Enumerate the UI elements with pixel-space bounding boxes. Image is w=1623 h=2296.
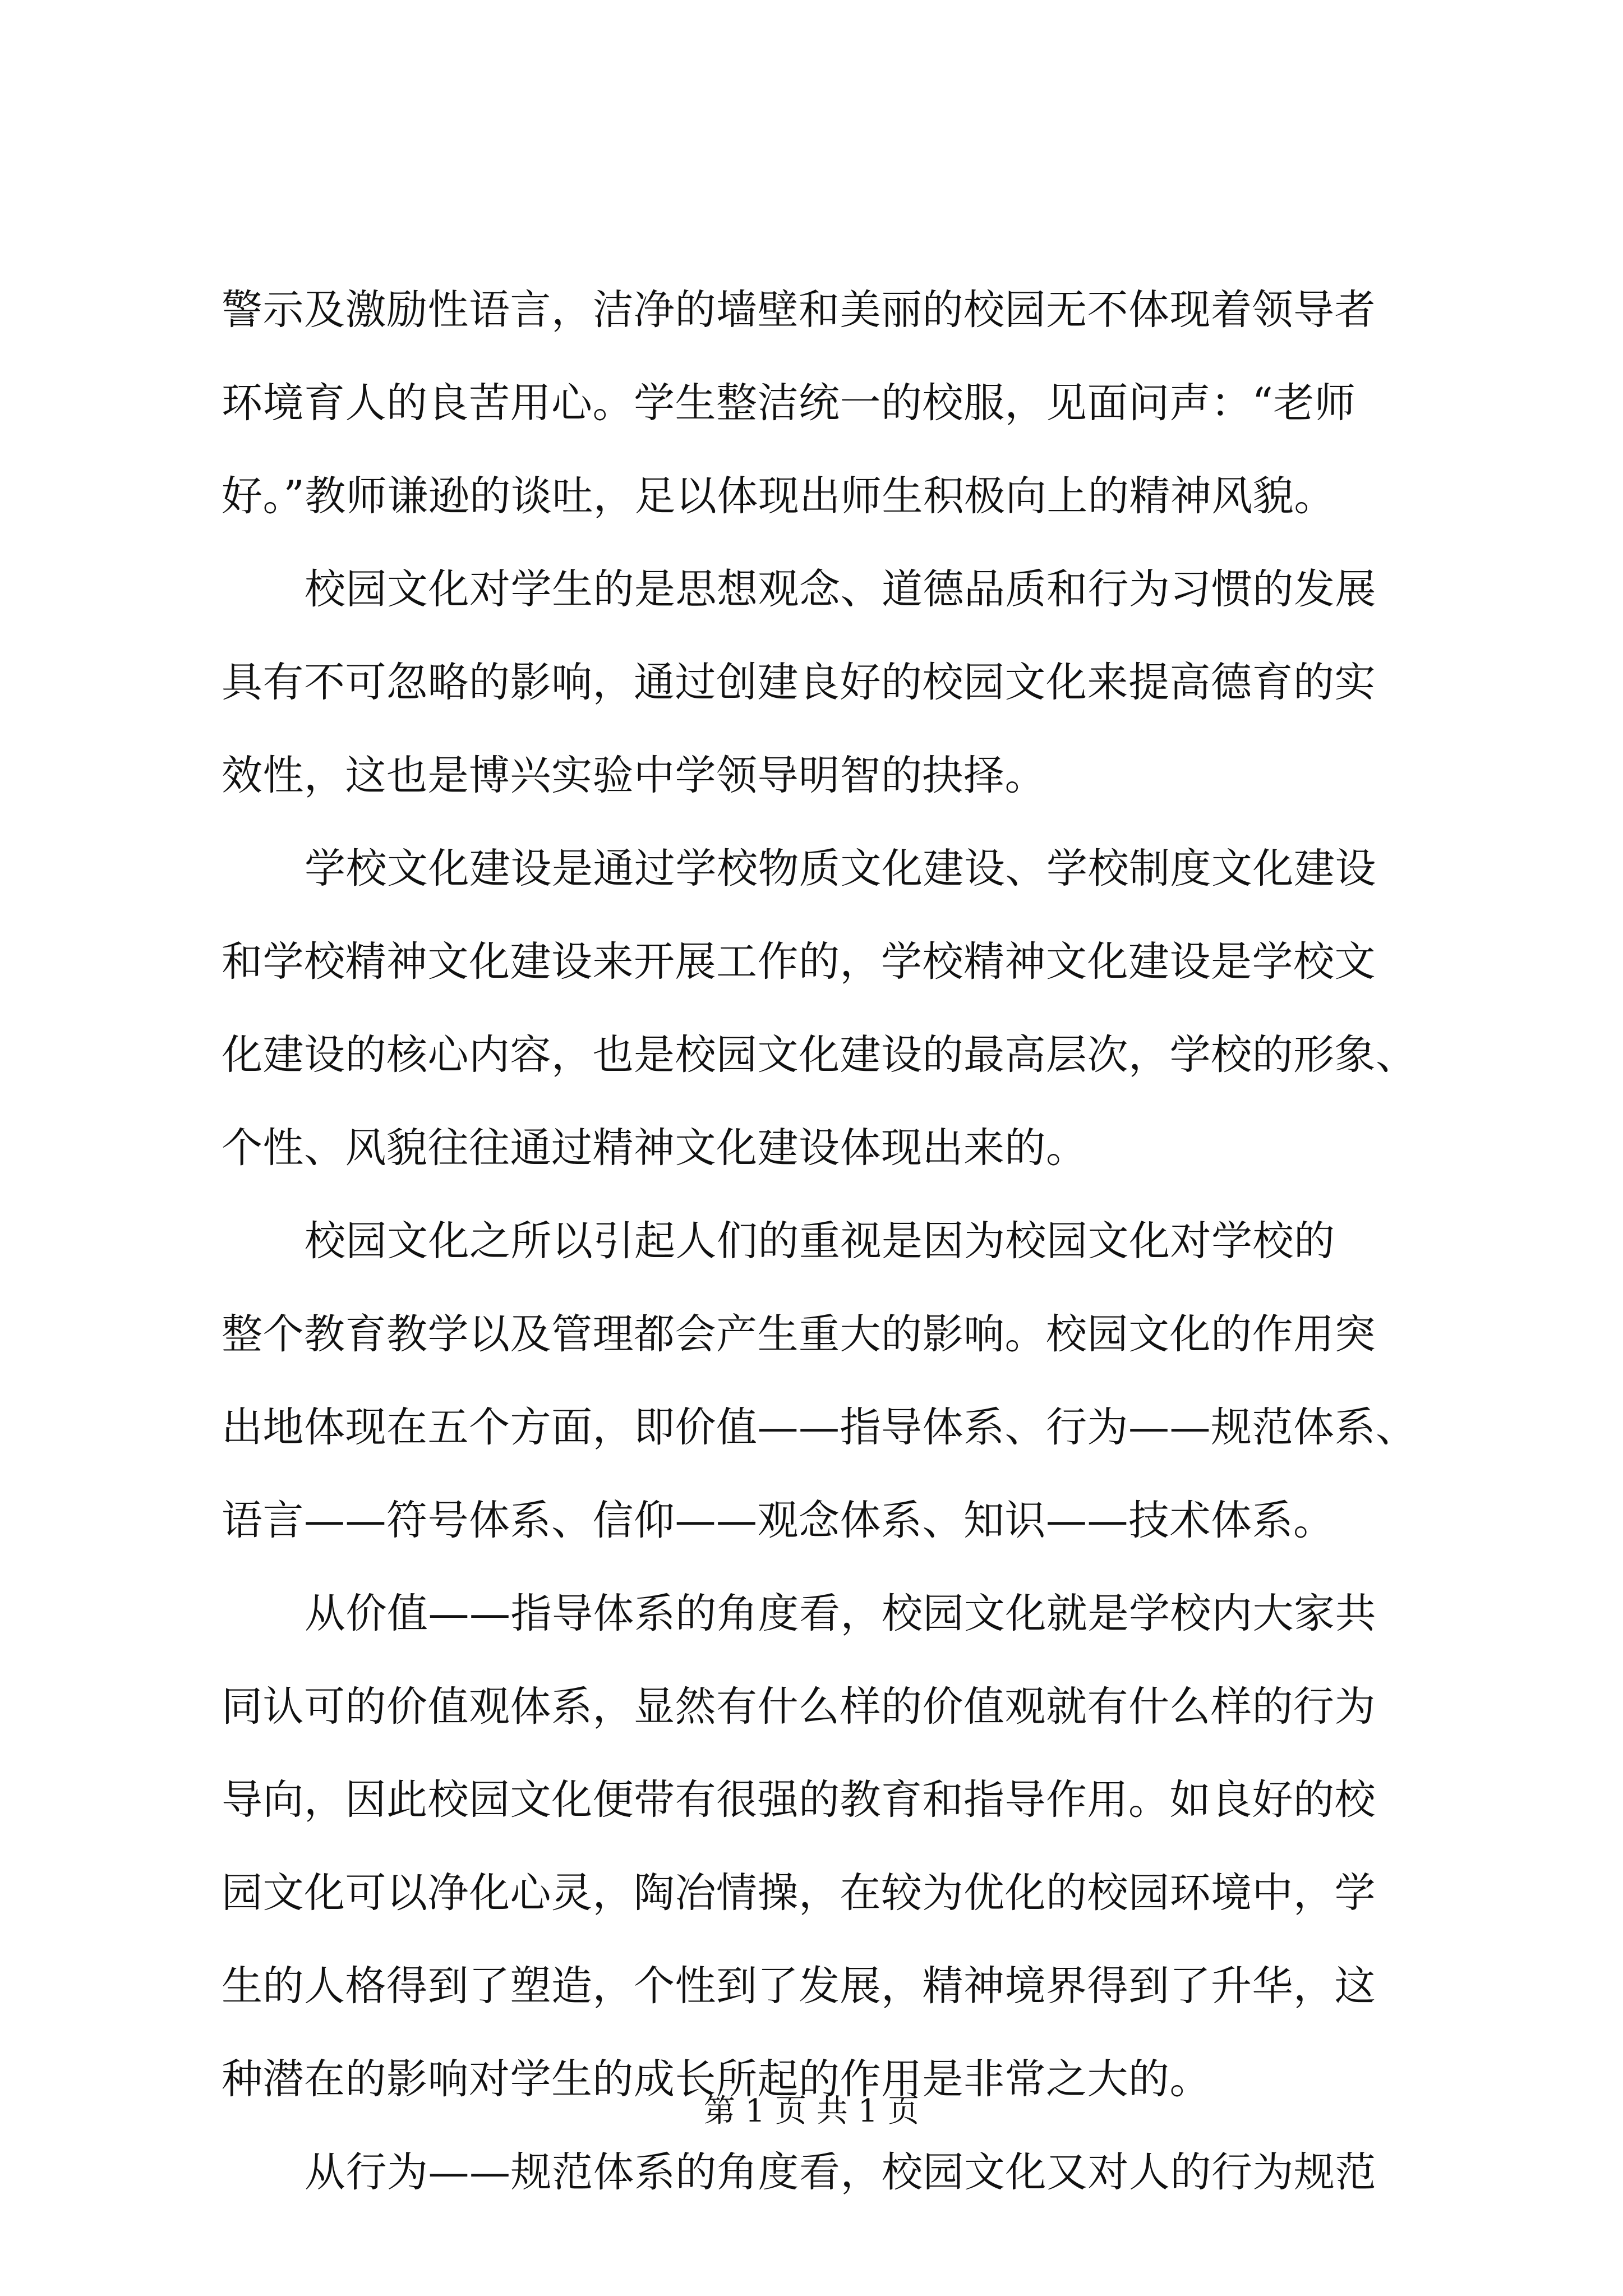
text-line: 从行为——规范体系的角度看，校园文化又对人的行为规范 bbox=[305, 2148, 1376, 2196]
text-line: 个性、风貌往往通过精神文化建设体现出来的。 bbox=[222, 1124, 1087, 1172]
text-line: 好。”教师谦逊的谈吐，足以体现出师生积极向上的精神风貌。 bbox=[222, 472, 1335, 520]
text-line: 出地体现在五个方面，即价值——指导体系、行为——规范体系、 bbox=[222, 1404, 1417, 1451]
text-line: 从价值——指导体系的角度看，校园文化就是学校内大家共 bbox=[305, 1590, 1376, 1637]
text-line: 校园文化对学生的是思想观念、道德品质和行为习惯的发展 bbox=[305, 565, 1376, 613]
text-line: 学校文化建设是通过学校物质文化建设、学校制度文化建设 bbox=[305, 845, 1376, 892]
text-line: 化建设的核心内容，也是校园文化建设的最高层次，学校的形象、 bbox=[222, 1031, 1417, 1079]
text-line: 生的人格得到了塑造，个性到了发展，精神境界得到了升华，这 bbox=[222, 1962, 1376, 2010]
page-footer: 第 1 页 共 1 页 bbox=[703, 2093, 920, 2129]
text-line: 整个教育教学以及管理都会产生重大的影响。校园文化的作用突 bbox=[222, 1310, 1376, 1358]
text-line: 环境育人的良苦用心。学生整洁统一的校服，见面问声：“老师 bbox=[222, 379, 1356, 427]
text-line: 同认可的价值观体系，显然有什么样的价值观就有什么样的行为 bbox=[222, 1683, 1376, 1731]
text-line: 和学校精神文化建设来开展工作的，学校精神文化建设是学校文 bbox=[222, 938, 1376, 986]
text-line: 效性，这也是博兴实验中学领导明智的抉择。 bbox=[222, 752, 1046, 799]
text-line: 园文化可以净化心灵，陶冶情操，在较为优化的校园环境中，学 bbox=[222, 1869, 1376, 1917]
text-line: 种潜在的影响对学生的成长所起的作用是非常之大的。 bbox=[222, 2055, 1211, 2103]
text-line: 具有不可忽略的影响，通过创建良好的校园文化来提高德育的实 bbox=[222, 659, 1376, 706]
text-line: 导向，因此校园文化便带有很强的教育和指导作用。如良好的校 bbox=[222, 1776, 1376, 1824]
document-body bbox=[222, 264, 1419, 2219]
text-line: 警示及激励性语言，洁净的墙壁和美丽的校园无不体现着领导者 bbox=[222, 286, 1376, 334]
text-line: 语言——符号体系、信仰——观念体系、知识——技术体系。 bbox=[222, 1497, 1335, 1544]
text-line: 校园文化之所以引起人们的重视是因为校园文化对学校的 bbox=[305, 1217, 1335, 1265]
